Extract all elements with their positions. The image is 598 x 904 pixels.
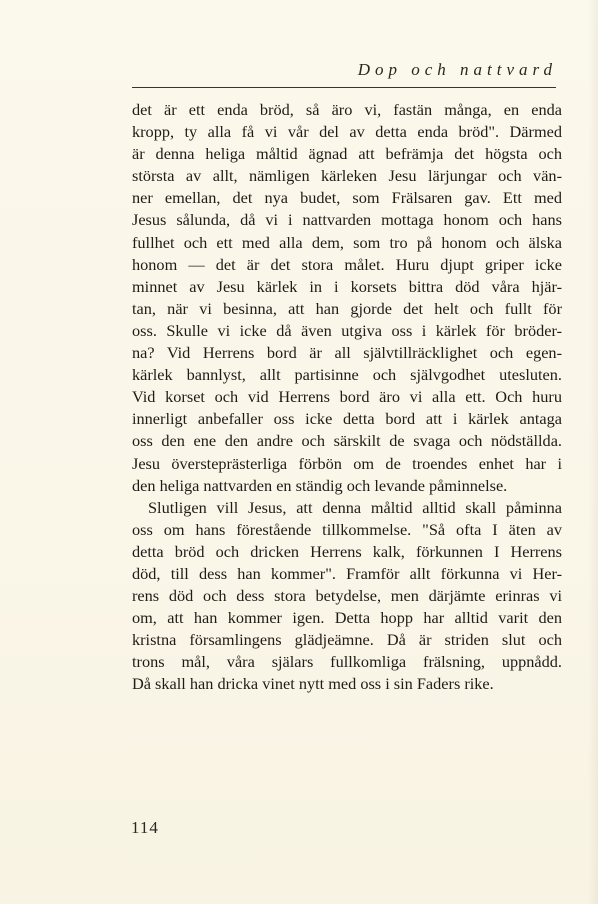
text-line: död, till dess han kommer". Framför allt förkunna vi Her-	[132, 563, 562, 583]
page-edge-shadow	[588, 0, 598, 904]
text-line: om, att han kommer igen. Detta hopp har alltid varit den	[132, 608, 562, 628]
text-line: fullhet och ett med alla dem, som tro på honom och älska	[132, 232, 562, 252]
text-line: största av allt, nämligen kärleken Jesu lärjungar och vän-	[132, 166, 562, 186]
text-line: na? Vid Herrens bord är all självtillräcklighet och egen-	[132, 343, 562, 363]
text-line: oss. Skulle vi icke då även utgiva oss i kärlek för bröder-	[132, 320, 562, 340]
text-line: kropp, ty alla få vi vår del av detta enda bröd". Därmed	[132, 122, 562, 142]
text-line: är denna heliga måltid ägnad att befrämja det högsta och	[132, 144, 562, 164]
running-head-title: Dop och nattvard	[357, 60, 557, 79]
text-line: oss den ene den andre och särskilt de svaga och nödställda.	[132, 431, 562, 451]
text-line: innerligt anbefaller oss icke detta bord att i kärlek antaga	[132, 409, 562, 429]
text-line: kärlek bannlyst, allt partisinne och självgodhet utesluten.	[132, 365, 562, 385]
text-line: Jesus sålunda, då vi i nattvarden mottaga honom och hans	[132, 210, 562, 230]
text-line: det är ett enda bröd, så äro vi, fastän många, en enda	[132, 100, 562, 119]
text-line: trons mål, våra själars fullkomliga frälsning, uppnådd.	[132, 652, 562, 672]
body-text	[132, 99, 562, 696]
text-line: Slutligen vill Jesus, att denna måltid alltid skall påminna	[148, 497, 562, 517]
text-line: oss om hans förestående tillkommelse. "Så ofta I äten av	[132, 519, 562, 539]
text-line: kristna församlingens glädjeämne. Då är striden slut och	[132, 630, 562, 650]
text-line: tan, när vi besinna, att han gjorde det helt och fullt för	[132, 298, 562, 318]
text-line: Jesu översteprästerliga förbön om de troendes enhet har i	[132, 453, 562, 473]
page-number: 114	[131, 818, 159, 837]
text-line: Vid korset och vid Herrens bord äro vi alla ett. Och huru	[132, 387, 562, 407]
text-line: honom — det är det stora målet. Huru djupt griper icke	[132, 254, 562, 274]
text-line: den heliga nattvarden en ständig och levande påminnelse.	[132, 475, 508, 495]
text-line: ner emellan, det nya budet, som Frälsaren gav. Ett med	[132, 188, 562, 208]
text-line: minnet av Jesu kärlek in i korsets bittra död våra hjär-	[132, 276, 562, 296]
text-line: Då skall han dricka vinet nytt med oss i sin Faders rike.	[132, 674, 494, 694]
text-line: rens död och dess stora betydelse, men därjämte erinras vi	[132, 586, 562, 606]
header-rule	[132, 87, 556, 88]
text-line: detta bröd och dricken Herrens kalk, förkunnen I Herrens	[132, 541, 562, 561]
